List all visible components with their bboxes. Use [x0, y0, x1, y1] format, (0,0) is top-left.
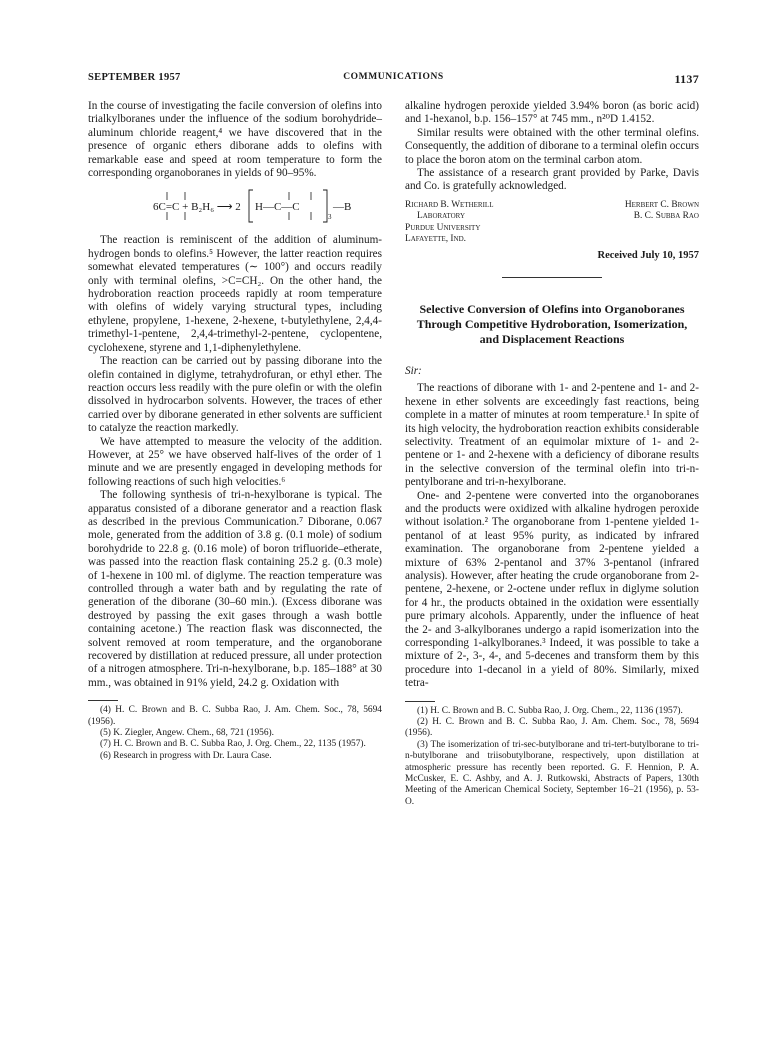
paragraph: The reaction can be carried out by passing diborane into the olefin contained in diglyme, tetrahydrofuran, or ethyl ether. The reaction occurs less readily with the pure olefin or with the olefin dissolved in hydrocarbon solvents. However, the traces of ether carried over by diborane generated in ether solvents are sufficient to catalyze the reaction markedly. — [88, 355, 382, 435]
header-section: COMMUNICATIONS — [343, 72, 444, 82]
footnote: (1) H. C. Brown and B. C. Subba Rao, J. Org. Chem., 22, 1136 (1957). — [417, 705, 683, 716]
footnote-rule — [405, 701, 435, 702]
received-date: Received July 10, 1957 — [597, 250, 699, 262]
paragraph: The following synthesis of tri-n-hexylborane is typical. The apparatus consisted of a diborane generator and a reaction flask as described in the previous Communication.⁷ Diborane, 0.067 mole, generated from the addition of 3.8 g. (0.1 mole) of sodium borohydride to 22.8 g. (0.16 mole) of boron trifluoride–etherate, was passed into the reaction flask containing 25.2 g. (0.3 mole) of 1-hexene in 100 ml. of diglyme. The reaction temperature was controlled through a water bath and by regulating the rate of generation of the diborane (30–60 min.). (Excess diborane was destroyed by passing the exit gases through a wash bottle containing acetone.) The reaction flask was disconnected, the solvent removed at room temperature, and the organoborane recovered by distillation at reduced pressure, all under protection of a nitrogen atmosphere. Tri-n-hexylborane, b.p. 185–188° at 30 mm., was obtained in 91% yield, 24.2 g. Oxidation with — [88, 489, 382, 689]
left-column — [88, 100, 382, 808]
two-column-body — [88, 100, 699, 808]
paragraph: alkaline hydrogen peroxide yielded 3.94% boron (as boric acid) and 1-hexanol, b.p. 156–157° at 745 mm., n²⁰D 1.4152. — [405, 100, 699, 126]
footnotes — [88, 705, 382, 762]
footnotes — [405, 706, 699, 809]
reaction-scheme — [88, 186, 382, 226]
footnote: (5) K. Ziegler, Angew. Chem., 68, 721 (1956). — [100, 728, 274, 739]
scheme-rhs: —B — [333, 201, 352, 214]
affiliation-line: Richard B. Wetherill — [405, 199, 494, 210]
author-names — [569, 200, 699, 246]
paragraph: The assistance of a research grant provided by Parke, Davis and Co. is gratefully acknowledged. — [405, 167, 699, 193]
header-date: SEPTEMBER 1957 — [88, 72, 181, 83]
paragraph: The reactions of diborane with 1- and 2-pentene and 1- and 2-hexene in ether solvents are exceedingly fast reactions, being complete in a matter of minutes at room temperature.¹ In spite of its high velocity, the hydroboration reaction exhibits considerable selectivity. Treatment of an equimolar mixture of 1- and 2-pentene or 1- and 2-hexene with a deficiency of diborane results in the selective conversion of the terminal olefin into tri-n-pentylborane and tri-n-hexylborane. — [405, 382, 699, 489]
scheme-lhs: 6C=C + B₂H₆ ⟶ 2 — [153, 201, 241, 214]
section-divider — [502, 277, 602, 278]
footnote-rule — [88, 700, 118, 701]
reaction-equation-drawing — [105, 186, 365, 226]
paragraph: We have attempted to measure the velocity of the addition. However, at 25° we have observed half-lives of the order of 1 minute and we are presently engaged in developing methods for following reactions of such high velocities.⁶ — [88, 435, 382, 488]
salutation: Sir: — [405, 364, 422, 377]
footnote: (3) The isomerization of tri-sec-butylborane and tri-tert-butylborane to tri-n-butylborane and triisobutylborane, respectively, upon distillation at atmospheric pressure has recently been reported. G. F. Hennion, P. A. McCusker, E. C. Ashby, and A. J. Rutkowski, Abstracts of Papers, 130th Meeting of the American Chemical Society, September 16–21 (1956), p. 53-O. — [405, 739, 699, 807]
author-affiliation — [405, 200, 555, 246]
affiliation-line: Purdue University — [405, 222, 481, 233]
footnote: (2) H. C. Brown and B. C. Subba Rao, J. Am. Chem. Soc., 78, 5694 (1956). — [405, 717, 699, 739]
right-column — [405, 100, 699, 808]
footnote: (6) Research in progress with Dr. Laura Case. — [100, 750, 272, 761]
affiliation-line: Lafayette, Ind. — [405, 234, 466, 245]
running-header — [88, 72, 699, 90]
paragraph: One- and 2-pentene were converted into the organoboranes and the products were oxidized with alkaline hydrogen peroxide without isolation.² The organoborane from 1-pentene yielded 1-pentanol of at least 95% purity, as indicated by infrared examination. The organoborane from 2-pentene yielded a mixture of 63% 2-pentanol and 37% 3-pentanol (infrared analysis). However, after heating the crude organoborane from 2-pentene, 2-hexene, or 2-octene under reflux in diglyme solution for 4 hr., the products obtained in the oxidation were essentially pure primary alcohols. Apparently, under the influence of heat the 2- and 3-alkylboranes undergo a rapid isomerization into the corresponding 1-alkylboranes.³ Indeed, it was possible to take a mixture of 2-, 3-, 4-, and 5-decenes and transform them by this procedure into 1-decanol in a yield of 80%. Similarly, mixed tetra- — [405, 489, 699, 690]
author-name: B. C. Subba Rao — [633, 211, 699, 222]
author-signature — [405, 200, 699, 246]
affiliation-line: Laboratory — [417, 211, 465, 222]
scheme-bracket-content: H—C—C — [255, 201, 300, 214]
footnote: (4) H. C. Brown and B. C. Subba Rao, J. Am. Chem. Soc., 78, 5694 (1956). — [88, 705, 382, 727]
footnote: (7) H. C. Brown and B. C. Subba Rao, J. Org. Chem., 22, 1135 (1957). — [100, 739, 366, 750]
paragraph: Similar results were obtained with the other terminal olefins. Consequently, the addition of diborane to a terminal olefin occurs to place the boron atom on the terminal carbon atom. — [405, 126, 699, 166]
scheme-subscript: 3 — [328, 213, 332, 222]
article-title: Selective Conversion of Olefins into Organoboranes Through Competitive Hydroboration, Isomerization, and Displacement Reactions — [416, 301, 688, 346]
paragraph: The reaction is reminiscent of the addition of aluminum-hydrogen bonds to olefins.⁵ However, the latter reaction requires somewhat elevated temperatures (∼ 100°) and occurs readily only with terminal olefins, >C=CH₂. On the other hand, the hydroboration reaction proceeds rapidly at room temperature with olefins of widely varying structural types, including ethylene, propylene, 1-hexene, 2-hexene, t-butylethylene, 2,4,4-trimethyl-1-pentene, 2,4,4-trimethyl-2-pentene, cyclopentene, cyclohexene, styrene and 1,1-diphenylethylene. — [88, 234, 382, 354]
page-number: 1137 — [674, 72, 699, 86]
paragraph: In the course of investigating the facile conversion of olefins into trialkylboranes under the influence of the sodium borohydride–aluminum chloride reagent,⁴ we have discovered that in the presence of organic ethers diborane adds to olefins with remarkable ease and speed at room temperature to form the corresponding organoboranes in yields of 90–95%. — [88, 100, 382, 180]
author-name: Herbert C. Brown — [624, 199, 699, 210]
